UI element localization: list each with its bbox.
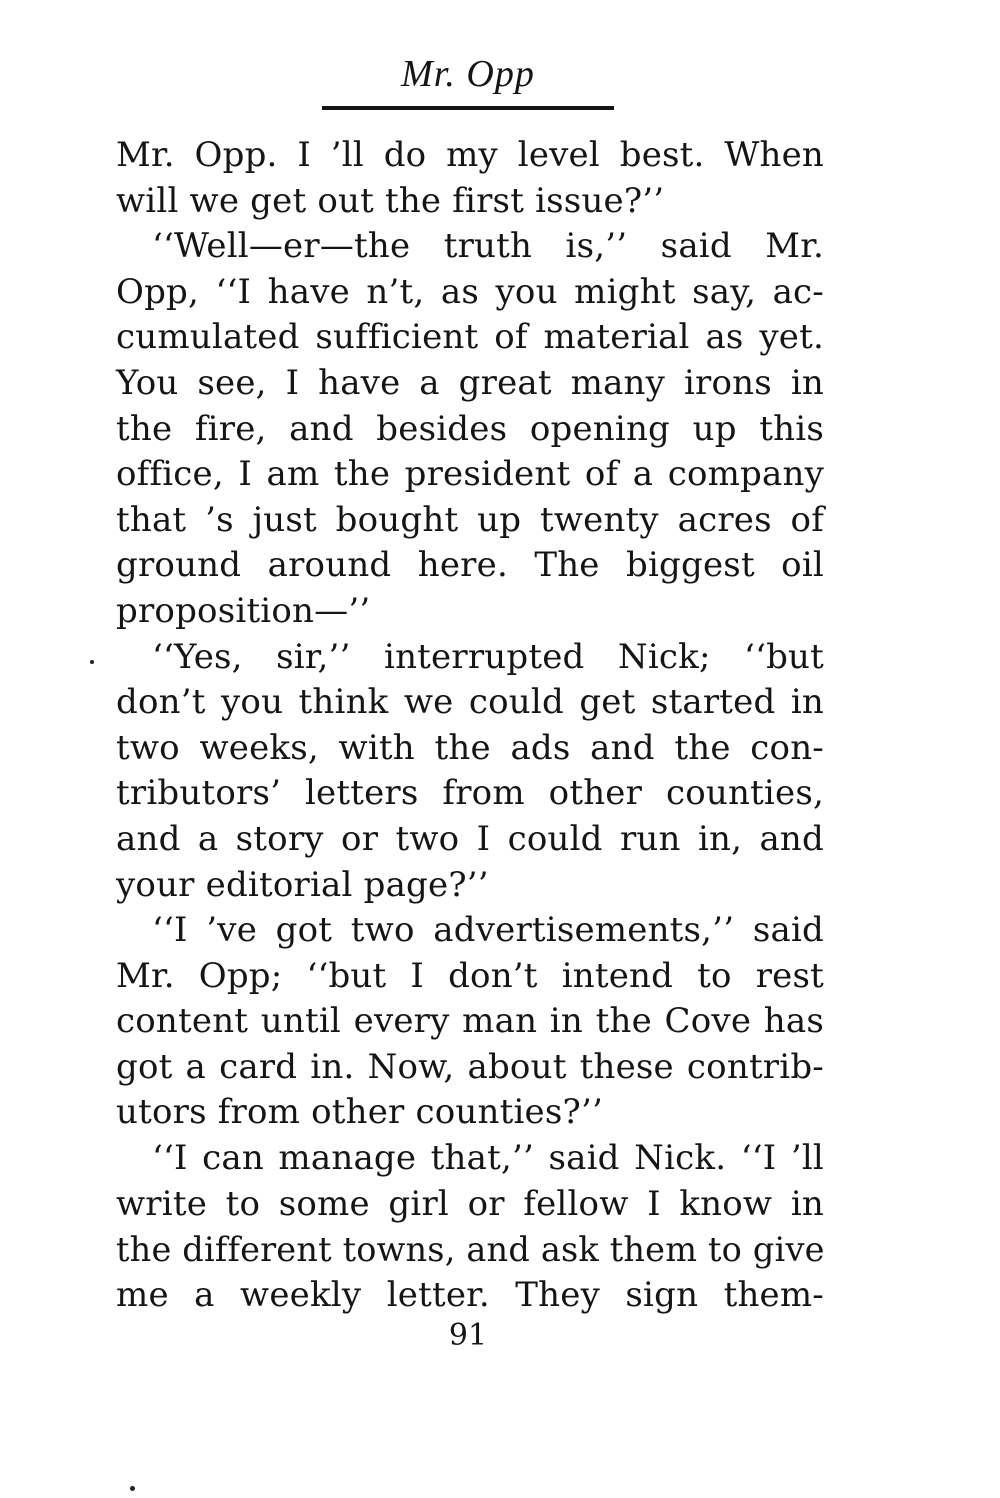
scan-speck	[90, 660, 94, 664]
text-line: two weeks, with the ads and the con-	[116, 727, 824, 768]
text-line: write to some girl or fellow I know in	[116, 1183, 824, 1224]
text-line: the fire, and besides opening up this	[116, 408, 824, 449]
text-line: got a card in. Now, about these contrib-	[116, 1046, 824, 1087]
text-line: tributors’ letters from other counties,	[116, 773, 824, 814]
page-number: 91	[448, 1318, 488, 1353]
text-line: office, I am the president of a company	[116, 454, 824, 495]
text-line: ‘‘Yes, sir,’’ interrupted Nick; ‘‘but	[152, 636, 824, 677]
text-line: utors from other counties?’’	[116, 1092, 603, 1133]
body-text	[116, 133, 824, 1318]
text-line: You see, I have a great many irons in	[116, 362, 824, 403]
text-line: that ’s just bought up twenty acres of	[116, 499, 824, 540]
text-line: cumulated sufficient of material as yet.	[116, 317, 824, 358]
scan-speck	[130, 1486, 135, 1491]
header-rule	[322, 106, 614, 110]
text-line: proposition—’’	[116, 590, 371, 631]
text-line: ‘‘Well—er—the truth is,’’ said Mr.	[152, 226, 824, 267]
text-line: the different towns, and ask them to give	[116, 1230, 825, 1270]
running-head: Mr. Opp	[401, 53, 535, 95]
text-line: me a weekly letter. They sign them-	[116, 1274, 824, 1315]
text-line: Mr. Opp. I ’ll do my level best. When	[116, 135, 824, 175]
text-line: Opp, ‘‘I have n’t, as you might say, ac-	[116, 271, 824, 312]
text-line: content until every man in the Cove has	[116, 1001, 824, 1042]
text-line: ground around here. The biggest oil	[116, 545, 824, 586]
text-line: Mr. Opp; ‘‘but I don’t intend to rest	[116, 955, 824, 996]
text-line: and a story or two I could run in, and	[116, 818, 824, 859]
text-line: your editorial page?’’	[116, 864, 489, 905]
text-line: ‘‘I can manage that,’’ said Nick. ‘‘I ’ll	[152, 1138, 824, 1179]
text-line: ‘‘I ’ve got two advertisements,’’ said	[152, 910, 824, 951]
text-line: don’t you think we could get started in	[116, 682, 824, 723]
text-line: will we get out the first issue?’’	[116, 180, 665, 221]
